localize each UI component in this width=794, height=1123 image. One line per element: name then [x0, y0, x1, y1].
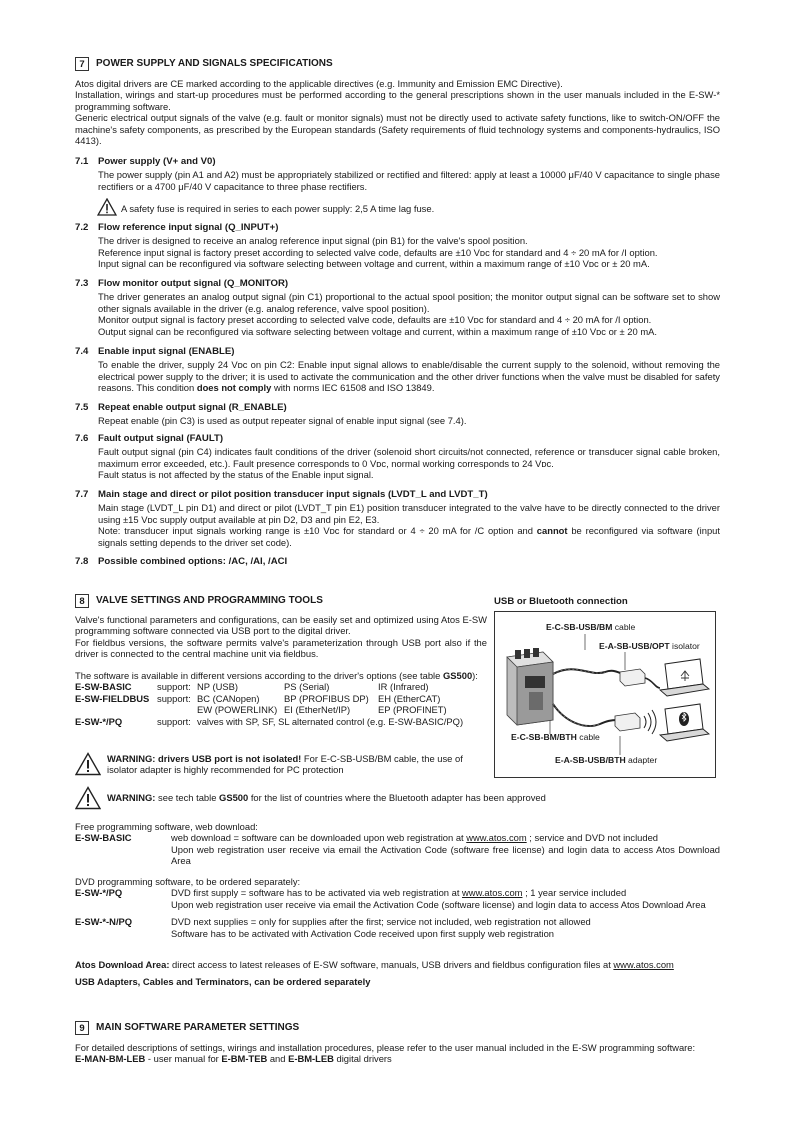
body-line: Input signal can be reconfigured via software selecting between voltage and current, within a maximum range of ±10 Vᴅᴄ or ± 20 mA.	[98, 258, 650, 270]
free-software-block	[75, 821, 720, 867]
bt-cable-label: E-C-SB-BM/BTH cable	[511, 732, 600, 742]
body-line: Note: transducer input signals working range is ±10 Vᴅᴄ for standard or 4 ÷ 20 mA for /C option and cannot be reconfigured via software (input signals setting depends to the driver set code).	[98, 525, 721, 548]
intro-paragraph: Generic electrical output signals of the valve (e.g. fault or monitor signals) must not be directly used to activate safety functions, like to switch-ON/OFF the machine's safety components, as prescribed by the European standards (Safety requirements of fluid technology systems and components-hydraulics, ISO 4413).	[75, 112, 720, 147]
section-number: 7	[75, 57, 89, 71]
bluetooth-adapter-icon	[615, 713, 640, 731]
subsection-7-8	[75, 556, 720, 567]
subsection-title: Enable input signal (ENABLE)	[98, 346, 235, 357]
subsection-title: Fault output signal (FAULT)	[98, 433, 224, 444]
atos-link[interactable]: www.atos.com	[613, 959, 674, 970]
subsection-7-7	[75, 489, 720, 548]
software-entry: E-SW-*-N/PQ DVD next supplies = only for supplies after the first; service not included, web registration not allowed Software has to be activated with Activation Code received upon first supply web registration	[75, 916, 591, 939]
body-line: For detailed descriptions of settings, wirings and installation procedures, please refer to the user manual included in the E-SW programming software:	[75, 1042, 696, 1053]
body-line: Fault status is not affected by the status of the Enable input signal.	[98, 469, 374, 481]
bluetooth-warning	[75, 786, 546, 810]
software-row: E-SW-BASIC support: NP (USB) PS (Serial) IR (Infrared)	[75, 681, 429, 693]
bluetooth-warning-text: WARNING: see tech table GS500 for the list of countries where the Bluetooth adapter has been approved	[107, 792, 546, 803]
subsection-number: 7.5	[75, 402, 89, 413]
subsection-body: Repeat enable (pin C3) is used as output repeater signal of enable input signal (see 7.4).	[98, 415, 467, 427]
subsection-number: 7.2	[75, 222, 89, 233]
subsection-body: The power supply (pin A1 and A2) must be appropriately stabilized or rectified and filtered: apply at least a 10000 μF/40 V capacitance to single phase rectifiers or a 4700 μF/40 V capacitance to three phase rectifiers.	[98, 169, 720, 192]
dvd-software-label: DVD programming software, to be ordered separately:	[75, 876, 301, 887]
laptop-bluetooth-icon	[660, 704, 709, 741]
subsection-number: 7.3	[75, 278, 89, 289]
warning-triangle-icon	[75, 752, 101, 776]
section-number: 8	[75, 594, 89, 608]
software-entry: E-SW-*/PQ DVD first supply = software has to be activated via web registration at www.atos.com ; 1 year service included Upon web registration user receive via email the Activation Code (software license) and login data to access Atos Download Area	[75, 887, 706, 910]
isolator-label: E-A-SB-USB/OPT isolator	[599, 641, 700, 651]
subsection-7-2	[75, 222, 720, 270]
subsection-7-4	[75, 346, 720, 394]
body-line: Monitor output signal is factory preset according to selected valve code, defaults are ±10 Vᴅᴄ for standard and 4 ÷ 20 mA for /I option.	[98, 314, 652, 326]
section-9-header	[75, 1021, 299, 1035]
subsection-number: 7.7	[75, 489, 89, 500]
section-7-intro	[75, 78, 720, 146]
subsection-title: Flow reference input signal (Q_INPUT+)	[98, 222, 279, 233]
dvd-software-block	[75, 876, 720, 939]
subsection-7-3	[75, 278, 720, 337]
bt-adapter-label: E-A-SB-USB/BTH adapter	[555, 755, 658, 765]
body-line: Output signal can be reconfigured via software selecting between voltage and current, within a maximum range of ±10 Vᴅᴄ or ± 20 mA.	[98, 325, 657, 337]
fuse-warning-text: A safety fuse is required in series to each power supply: 2,5 A time lag fuse.	[121, 203, 435, 214]
body-line: Main stage (LVDT_L pin D1) and direct or pilot (LVDT_T pin E1) position transducer integrated to the valve have to be directly connected to the driver using ±15 Vᴅᴄ supply output available at pin D2, D3 and pin E2, E3.	[98, 502, 720, 525]
software-row: E-SW-FIELDBUS support: BC (CANopen) BP (PROFIBUS DP) EH (EtherCAT)	[75, 692, 441, 704]
section-number: 9	[75, 1021, 89, 1035]
subsection-number: 7.6	[75, 433, 89, 444]
warning-triangle-icon	[75, 786, 101, 810]
availability-line: The software is available in different versions according to the driver's options (see table GS500):	[75, 670, 478, 681]
section-title: VALVE SETTINGS AND PROGRAMMING TOOLS	[96, 595, 323, 607]
atos-link[interactable]: www.atos.com	[462, 887, 523, 899]
atos-link[interactable]: www.atos.com	[466, 832, 527, 844]
warning-triangle-icon	[97, 198, 117, 216]
subsection-number: 7.1	[75, 156, 89, 167]
download-area-line: Atos Download Area: direct access to latest releases of E-SW software, manuals, USB drivers and fieldbus configuration files at www.atos.com	[75, 959, 674, 970]
intro-paragraph: Valve's functional parameters and configurations, can be easily set and optimized using Atos E-SW programming software connected via USB port to the digital driver.	[75, 614, 487, 637]
usb-isolation-warning-text: WARNING: drivers USB port is not isolated! For E-C-SB-USB/BM cable, the use of isolator adapter is highly recommended for PC protection	[107, 753, 463, 776]
body-line: Fault output signal (pin C4) indicates fault conditions of the driver (solenoid short circuits/not connected, reference or transducer signal cable broken, maximum error exceeded, etc.). Fault presence corresponds to 0 Vᴅᴄ, normal working corresponds to 24 Vᴅᴄ.	[98, 446, 720, 469]
subsection-title: Power supply (V+ and V0)	[98, 156, 216, 167]
body-line: E-MAN-BM-LEB - user manual for E-BM-TEB and E-BM-LEB digital drivers	[75, 1053, 392, 1065]
section-9-body	[75, 1042, 725, 1065]
fuse-warning	[97, 198, 434, 216]
intro-paragraph: Installation, wirings and start-up procedures must be performed according to the general prescriptions shown in the user manuals included in the E-SW-* programming software.	[75, 89, 720, 112]
subsection-7-6	[75, 433, 720, 481]
section-title: POWER SUPPLY AND SIGNALS SPECIFICATIONS	[96, 58, 333, 70]
subsection-title: Repeat enable output signal (R_ENABLE)	[98, 402, 287, 413]
subsection-number: 7.4	[75, 346, 89, 357]
software-versions	[75, 670, 490, 727]
subsection-body: To enable the driver, supply 24 Vᴅᴄ on pin C2: Enable input signal allows to enable/disable the current supply to the solenoid, without removing the electrical power supply to the driver; it is used to activate the communication and the other driver functions when the valve must be disabled for safety reasons. This condition does not comply with norms IEC 61508 and ISO 13849.	[98, 359, 720, 394]
subsection-7-1	[75, 156, 720, 192]
subsection-title: Main stage and direct or pilot position transducer input signals (LVDT_L and LVDT_T)	[98, 489, 488, 500]
usb-connection-drawing	[495, 612, 717, 779]
section-8-intro	[75, 614, 487, 660]
subsection-title: Flow monitor output signal (Q_MONITOR)	[98, 278, 289, 289]
body-line: Reference input signal is factory preset according to selected valve code, defaults are ±10 Vᴅᴄ for standard and 4 ÷ 20 mA for /I option.	[98, 246, 658, 258]
body-line: The driver is designed to receive an analog reference input signal (pin B1) for the valve's spool position.	[98, 235, 528, 247]
software-row: EW (POWERLINK) EI (EtherNet/IP) EP (PROFINET)	[197, 704, 447, 716]
section-title: MAIN SOFTWARE PARAMETER SETTINGS	[96, 1022, 300, 1034]
subsection-7-5	[75, 402, 720, 427]
usb-connection-figure	[494, 611, 716, 778]
section-8-header	[75, 594, 323, 608]
wireless-signal-icon	[644, 710, 656, 734]
intro-paragraph: For fieldbus versions, the software permits valve's parameterization through USB port also if the driver is connected to the central machine unit via fieldbus.	[75, 636, 487, 660]
body-line: The driver generates an analog output signal (pin C1) proportional to the actual spool position; the monitor output signal can be software set to show other signals available in the driver (e.g. analog reference, valve spool position).	[98, 291, 720, 314]
usb-box-title: USB or Bluetooth connection	[494, 596, 628, 607]
software-row: E-SW-*/PQ support: valves with SP, SF, SL alternated control (e.g. E-SW-BASIC/PQ)	[75, 715, 464, 727]
driver-unit-icon	[507, 648, 553, 725]
cable-label: E-C-SB-USB/BM cable	[546, 622, 636, 632]
section-7-header	[75, 57, 333, 71]
isolator-icon	[620, 669, 645, 686]
laptop-usb-icon	[660, 659, 709, 696]
adapters-note: USB Adapters, Cables and Terminators, can be ordered separately	[75, 976, 371, 987]
free-software-label: Free programming software, web download:	[75, 821, 258, 832]
subsection-title: Possible combined options: /AC, /AI, /ACI	[98, 556, 288, 567]
usb-isolation-warning	[75, 752, 490, 776]
software-entry: E-SW-BASIC web download = software can be downloaded upon web registration at www.atos.com ; service and DVD not included Upon web registration user receive via email the Activation Code (software free license) and login data to access Atos Download Area	[75, 832, 720, 867]
subsection-number: 7.8	[75, 556, 89, 567]
intro-paragraph: Atos digital drivers are CE marked according to the applicable directives (e.g. Immunity and Emission EMC Directive).	[75, 78, 563, 89]
